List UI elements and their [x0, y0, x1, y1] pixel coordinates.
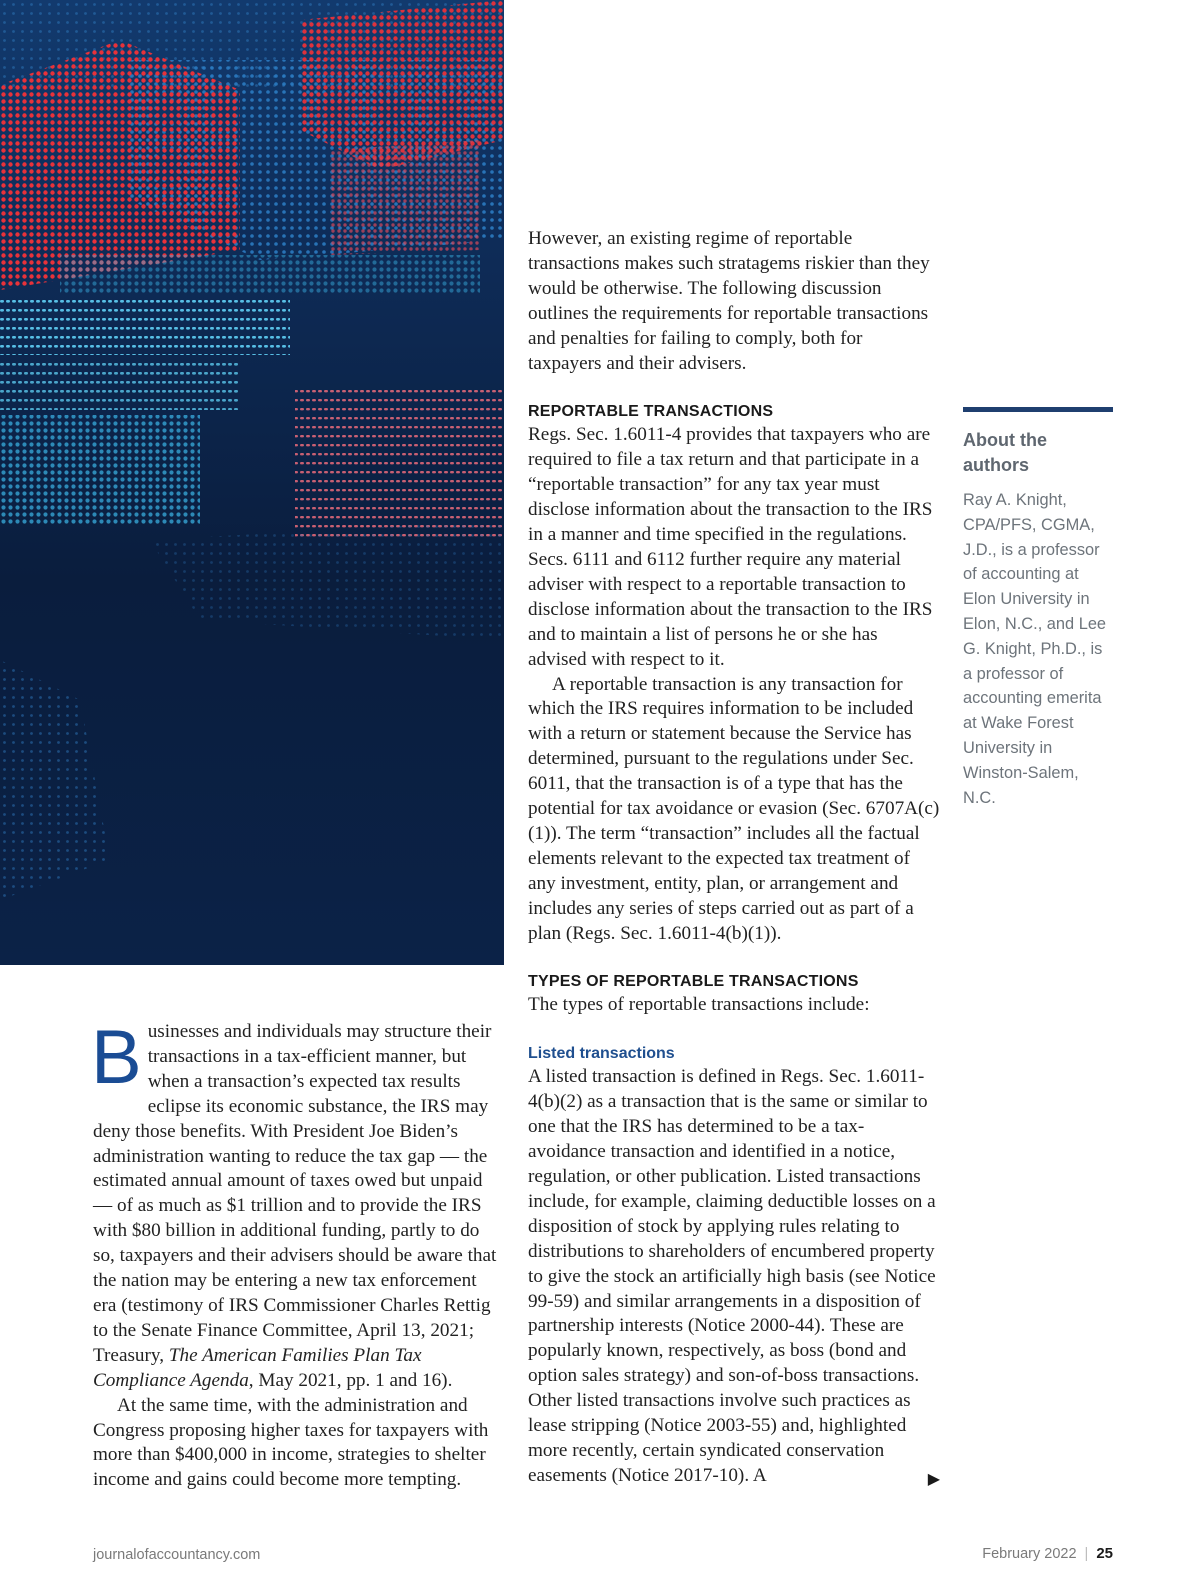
left-column	[91, 1015, 503, 1493]
paragraph: The types of reportable transactions include:	[528, 994, 870, 1016]
paragraph: Regs. Sec. 1.6011-4 provides that taxpayers who are required to file a tax return and that participate in a “reportable transaction” for any tax year must disclose information about the transaction to the IRS in a manner and time specified in the regulations. Secs. 6111 and 6112 further require any material adviser with respect to a reportable transaction to disclose information about the transaction to the IRS and to maintain a list of persons he or she has advised with respect to it.	[528, 424, 933, 670]
intro-text-end: , May 2021, pp. 1 and 16).	[248, 1369, 453, 1391]
paragraph	[528, 1065, 940, 1488]
sidebar-rule	[963, 407, 1113, 412]
sidebar-title: About the authors	[963, 430, 1047, 475]
footer-page-info	[982, 1545, 1113, 1562]
paragraph: However, an existing regime of reportable transactions makes such stratagems riskier than they would be otherwise. The following discussion outlines the requirements for reportable transactions and penalties for failing to comply, both for taxpayers and their advisers.	[528, 228, 930, 374]
report-title: The American Families Plan Tax Compliance Agenda	[93, 1344, 422, 1391]
about-authors-sidebar	[963, 407, 1113, 810]
section-heading-reportable: REPORTABLE TRANSACTIONS	[528, 403, 774, 421]
hero-illustration	[0, 0, 504, 965]
intro-paragraph	[91, 1015, 503, 1394]
listed-text: A listed transaction is defined in Regs. Sec. 1.6011-4(b)(2) as a transaction that is the same or similar to one that the IRS has determined to be a tax-avoidance transaction and identified in a notice, regulation, or other publication. Listed transactions include, for example, claiming deductible losses on a disposition of stock by applying rules relating to distributions to shareholders of encumbered property to give the stock an artificially high basis (see Notice 99-59) and similar arrangements in a disposition of partnership interests (Notice 2000-44). These are popularly known, respectively, as boss (bond and option sales strategy) and son-of-boss transactions. Other listed transactions involve such practices as lease stripping (Notice 2003-55) and, highlighted more recently, certain syndicated conservation easements (Notice 2017-10). A	[528, 1066, 936, 1486]
section-heading-types: TYPES OF REPORTABLE TRANSACTIONS	[528, 973, 859, 991]
page-number: 25	[1096, 1545, 1113, 1562]
drop-cap: B	[91, 1015, 142, 1100]
paragraph: At the same time, with the administration and Congress proposing higher taxes for taxpayers with more than $400,000 in income, strategies to shelter income and gains could become more tempting.	[93, 1394, 489, 1491]
footer-url: journalofaccountancy.com	[93, 1547, 261, 1563]
footer-date: February 2022	[982, 1546, 1077, 1562]
middle-column	[528, 227, 940, 1493]
footer-separator: |	[1084, 1546, 1089, 1562]
paragraph: A reportable transaction is any transaction for which the IRS requires information to be included with a return or statement because the Service has determined, pursuant to the regulations under Sec. 6011, that the transaction is of a type that has the potential for tax avoidance or evasion (Sec. 6707A(c)(1)). The term “transaction” includes all the factual elements relevant to the expected tax treatment of any investment, entity, plan, or arrangement and includes any series of steps carried out as part of a plan (Regs. Sec. 1.6011-4(b)(1)).	[528, 673, 940, 944]
continue-arrow-icon: ▶	[927, 1470, 940, 1488]
subheading-listed-transactions: Listed transactions	[528, 1045, 675, 1063]
intro-text: usinesses and individuals may structure their transactions in a tax-efficient manner, but when a transaction’s expected tax results eclipse its economic substance, the IRS may deny those benefits. With President Joe Biden’s administration wanting to reduce the tax gap — the estimated annual amount of taxes owed but unpaid — of as much as $1 trillion and to provide the IRS with $80 billion in additional funding, partly to do so, taxpayers and their advisers should be aware that the nation may be entering a new tax enforcement era (testimony of IRS Commissioner Charles Rettig to the Senate Finance Committee, April 13, 2021; Treasury,	[93, 1021, 497, 1366]
sidebar-text: Ray A. Knight, CPA/PFS, CGMA, J.D., is a professor of accounting at Elon University in Elon, N.C., and Lee G. Knight, Ph.D., is a professor of accounting emerita at Wake Forest University in Winston-Salem, N.C.	[963, 491, 1107, 807]
